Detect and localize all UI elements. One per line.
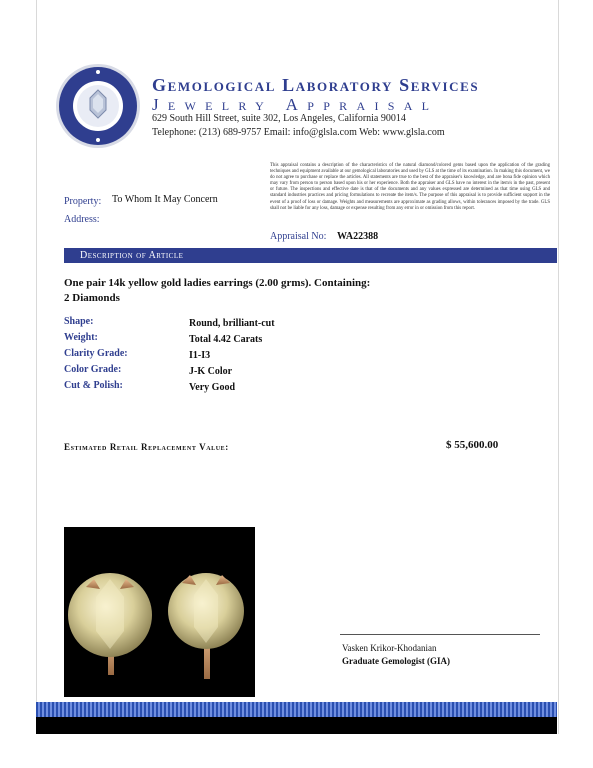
description-line-1: One pair 14k yellow gold ladies earrings (2.00 grms). Containing: xyxy=(64,277,371,289)
spec-value-clarity: I1-I3 xyxy=(189,350,211,361)
description-line-2: 2 Diamonds xyxy=(64,292,120,304)
spec-label-cut: Cut & Polish: xyxy=(64,380,123,391)
spec-label-shape: Shape: xyxy=(64,316,94,327)
spec-value-cut: Very Good xyxy=(189,382,236,393)
signer-name: Vasken Krikor-Khodanian xyxy=(342,643,437,653)
company-contact: Telephone: (213) 689-9757 Email: info@glsla.com Web: www.glsla.com xyxy=(152,127,445,138)
gls-seal-logo xyxy=(55,63,141,149)
spec-label-color: Color Grade: xyxy=(64,364,122,375)
spec-value-weight: Total 4.42 Carats xyxy=(189,334,263,345)
valuation-label: Estimated Retail Replacement Value: xyxy=(64,442,229,452)
document-type: Jewelry Appraisal xyxy=(152,95,439,114)
company-name: Gemological Laboratory Services xyxy=(152,75,480,95)
valuation-amount: $ 55,600.00 xyxy=(446,439,499,451)
signature-line xyxy=(340,634,540,635)
footer-band xyxy=(36,717,557,734)
appraisal-number-label: Appraisal No: xyxy=(270,231,327,242)
spec-label-weight: Weight: xyxy=(64,332,98,343)
disclaimer-text: This appraisal contains a description of the characteristics of the natural diamond/colored gems based upon the application of the grading techniques and equipment available at our gemological laboratories and used by GLS at the time of its examination. In making this document, we do not agree to purchase or replace the articles. All statements are true to the best of the appraiser's knowledge, and are bona fide opinion which may vary from person to person based upon his or her experience. Both the appraiser and GLS have no interest in the item/s in the past, present or future. The inspections and effective date is that of the documents and any values expressed are determined as that time using GLS and standard industries practices and pricing formulations to recreate the item/s. The purpose of this appraisal is to provide sufficient support in the event of a proof of loss or damage. Weights and measurements are approximate as grading allows, within tolerances imposed by the trade. GLS shall not be liable for any loss, damage or expense resulting from any error in or omission from this report. xyxy=(270,163,550,211)
company-address: 629 South Hill Street, suite 302, Los Angeles, California 90014 xyxy=(152,113,406,124)
spec-label-clarity: Clarity Grade: xyxy=(64,348,128,359)
appraisal-number: WA22388 xyxy=(337,231,379,242)
property-value: To Whom It May Concern xyxy=(112,194,218,205)
footer-stripe xyxy=(36,702,557,717)
address-label: Address: xyxy=(64,214,100,225)
section-title: Description of Article xyxy=(80,250,184,261)
spec-value-color: J-K Color xyxy=(189,366,233,377)
signer-title: Graduate Gemologist (GIA) xyxy=(342,656,450,666)
spec-value-shape: Round, brilliant-cut xyxy=(189,318,275,329)
earrings-illustration xyxy=(64,527,255,697)
earrings-photo xyxy=(64,527,255,697)
property-label: Property: xyxy=(64,196,102,207)
